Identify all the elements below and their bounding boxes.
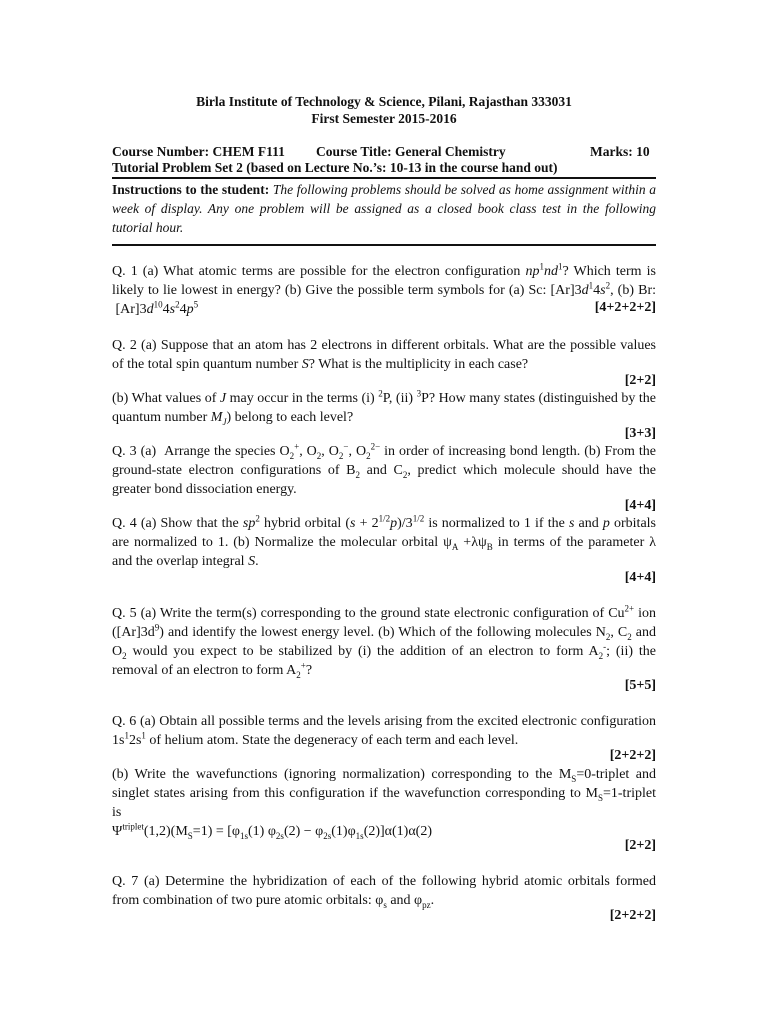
divider-top bbox=[112, 177, 656, 179]
semester: First Semester 2015-2016 bbox=[311, 111, 457, 126]
question-2b: (b) What values of J may occur in the terms (i) $^2$P, (ii) $^3$P? How many states (distinguished by the quantum number $M_J$) belong to each level? bbox=[112, 388, 656, 427]
question-5: Q. 5 (a) Write the term(s) corresponding to the ground state electronic configuration of $Cu^{2+}$ ion $([Ar]3d^9)$ and identify the lowest energy level. (b) Which of the following molecules $N_2$, $C_2$ and $O_2$ would you expect to be stabilized by (i) the addition of an electron to form $A_2^-$; (ii) the removal of an electron to form $A_2^+$? bbox=[112, 603, 657, 680]
question-6b: (b) Write the wavefunctions (ignoring normalization) corresponding to the $M_S=0$-triplet and singlet states arising from this configuration if the wavefunction corresponding to $M_S=1$-triplet is $\Psi^{triplet}(1,2)(M_S=1) = [\varphi_{1s}(1) \varphi_{2s}(2) - \varphi_{2s}(1)\varphi_{1s}(2)]\alpha(1)\alpha(2)$ bbox=[112, 767, 656, 841]
course-title: Course Title: General Chemistry bbox=[316, 144, 506, 159]
q1-marks: [4+2+2+2] bbox=[594, 300, 656, 315]
q6b-marks: [2+2] bbox=[624, 838, 656, 853]
marks-total: Marks: 10 bbox=[590, 144, 650, 159]
q3-marks: [4+4] bbox=[624, 498, 656, 513]
instructions-text: The following problems should be solved as home assignment within a week of display. Any one problem will be assigned as a closed book class test in the following tutorial hour. bbox=[112, 182, 657, 235]
q2b-marks: [3+3] bbox=[624, 426, 656, 441]
question-3: Q. 3 (a) Arrange the species $O_2^+$, $O_2$, $O_2^-$, $O_2^{2-}$ in order of increasing bond length. (b) From the ground-state electron configurations of $B_2$ and $C_2$, predict which molecule should have the greater bond dissociation energy. bbox=[112, 441, 656, 497]
instructions-label: Instructions to the student: bbox=[112, 182, 270, 197]
question-6a: Q. 6 (a) Obtain all possible terms and the levels arising from the excited electronic configuration $1s^12s^1$ of helium atom. State the degeneracy of each term and each level. bbox=[112, 714, 656, 748]
question-2a: Q. 2 (a) Suppose that an atom has 2 electrons in different orbitals. What are the possible values of the total spin quantum number S? What is the multiplicity in each case? bbox=[112, 338, 656, 372]
instructions bbox=[112, 180, 656, 237]
q5-marks: [5+5] bbox=[624, 678, 656, 693]
q4-marks: [4+4] bbox=[624, 570, 656, 585]
tutorial-title: Tutorial Problem Set 2 (based on Lecture No.’s: 10-13 in the course hand out) bbox=[112, 160, 558, 175]
q2a-marks: [2+2] bbox=[624, 373, 656, 388]
question-4: Q. 4 (a) Show that the $sp^2$ hybrid orbital $(s + 2^{1/2}p)/3^{1/2}$ is normalized to 1 if the s and p orbitals are normalized to 1. (b) Normalize the molecular orbital $\psi_A +\lambda\psi_B$ in terms of the parameter λ and the overlap integral S. bbox=[112, 513, 656, 569]
question-7: Q. 7 (a) Determine the hybridization of each of the following hybrid atomic orbitals formed from combination of two pure atomic orbitals: $\varphi_s$ and $\varphi_{pz}$. bbox=[112, 874, 656, 910]
q7-marks: [2+2+2] bbox=[609, 908, 656, 923]
course-number: Course Number: CHEM F111 bbox=[112, 144, 285, 159]
question-1: Q. 1 (a) What atomic terms are possible for the electron configuration $np^1nd^1$? Which term is likely to lie lowest in energy? (b) Give the possible term symbols for (a) Sc: $[Ar]3d^14s^2$, (b) Br: $[Ar]3d^{10}4s^24p^5$ bbox=[112, 261, 656, 317]
institute-name: Birla Institute of Technology & Science, Pilani, Rajasthan 333031 bbox=[196, 94, 572, 109]
q6a-marks: [2+2+2] bbox=[609, 748, 656, 763]
divider-bottom bbox=[112, 244, 656, 246]
